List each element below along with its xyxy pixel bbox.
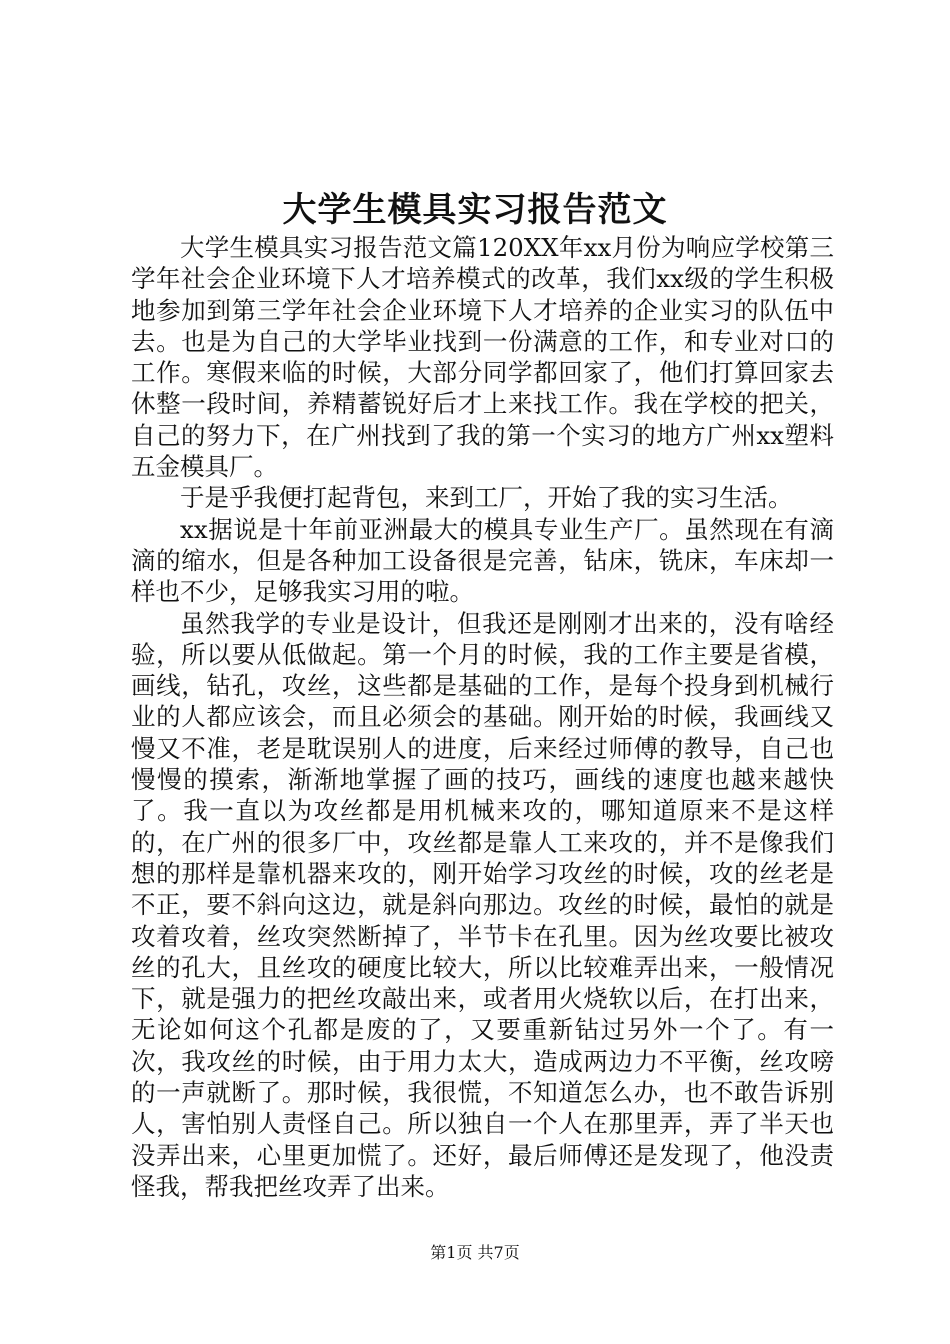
document-body	[131, 232, 834, 1202]
paragraph: 大学生模具实习报告范文篇120XX年xx月份为响应学校第三学年社会企业环境下人才培养模式的改革，我们xx级的学生积极地参加到第三学年社会企业环境下人才培养的企业实习的队伍中去。也是为自己的大学毕业找到一份满意的工作，和专业对口的工作。寒假来临的时候，大部分同学都回家了，他们打算回家去休整一段时间，养精蓄锐好后才上来找工作。我在学校的把关，自己的努力下，在广州找到了我的第一个实习的地方广州xx塑料五金模具厂。	[131, 233, 834, 482]
page-number-footer: 第1页 共7页	[430, 1243, 520, 1262]
paragraph: xx据说是十年前亚洲最大的模具专业生产厂。虽然现在有滴滴的缩水，但是各种加工设备很是完善，钻床，铣床，车床却一样也不少，足够我实习用的啦。	[131, 514, 834, 607]
paragraph: 虽然我学的专业是设计，但我还是刚刚才出来的，没有啥经验，所以要从低做起。第一个月的时候，我的工作主要是省模，画线，钻孔，攻丝，这些都是基础的工作，是每个投身到机械行业的人都应该会，而且必须会的基础。刚开始的时候，我画线又慢又不准，老是耽误别人的进度，后来经过师傅的教导，自己也慢慢的摸索，渐渐地掌握了画的技巧，画线的速度也越来越快了。我一直以为攻丝都是用机械来攻的，哪知道原来不是这样的，在广州的很多厂中，攻丝都是靠人工来攻的，并不是像我们想的那样是靠机器来攻的，刚开始学习攻丝的时候，攻的丝老是不正，要不斜向这边，就是斜向那边。攻丝的时候，最怕的就是攻着攻着，丝攻突然断掉了，半节卡在孔里。因为丝攻要比被攻丝的孔大，且丝攻的硬度比较大，所以比较难弄出来，一般情况下，就是强力的把丝攻敲出来，或者用火烧软以后，在打出来，无论如何这个孔都是废的了，又要重新钻过另外一个了。有一次，我攻丝的时候，由于用力太大，造成两边力不平衡，丝攻嗙的一声就断了。那时候，我很慌，不知道怎么办，也不敢告诉别人，害怕别人责怪自己。所以独自一个人在那里弄，弄了半天也没弄出来，心里更加慌了。还好，最后师傅还是发现了，他没责怪我，帮我把丝攻弄了出来。	[131, 608, 834, 1201]
document-title: 大学生模具实习报告范文	[282, 190, 668, 230]
paragraph: 于是乎我便打起背包，来到工厂，开始了我的实习生活。	[180, 483, 793, 513]
